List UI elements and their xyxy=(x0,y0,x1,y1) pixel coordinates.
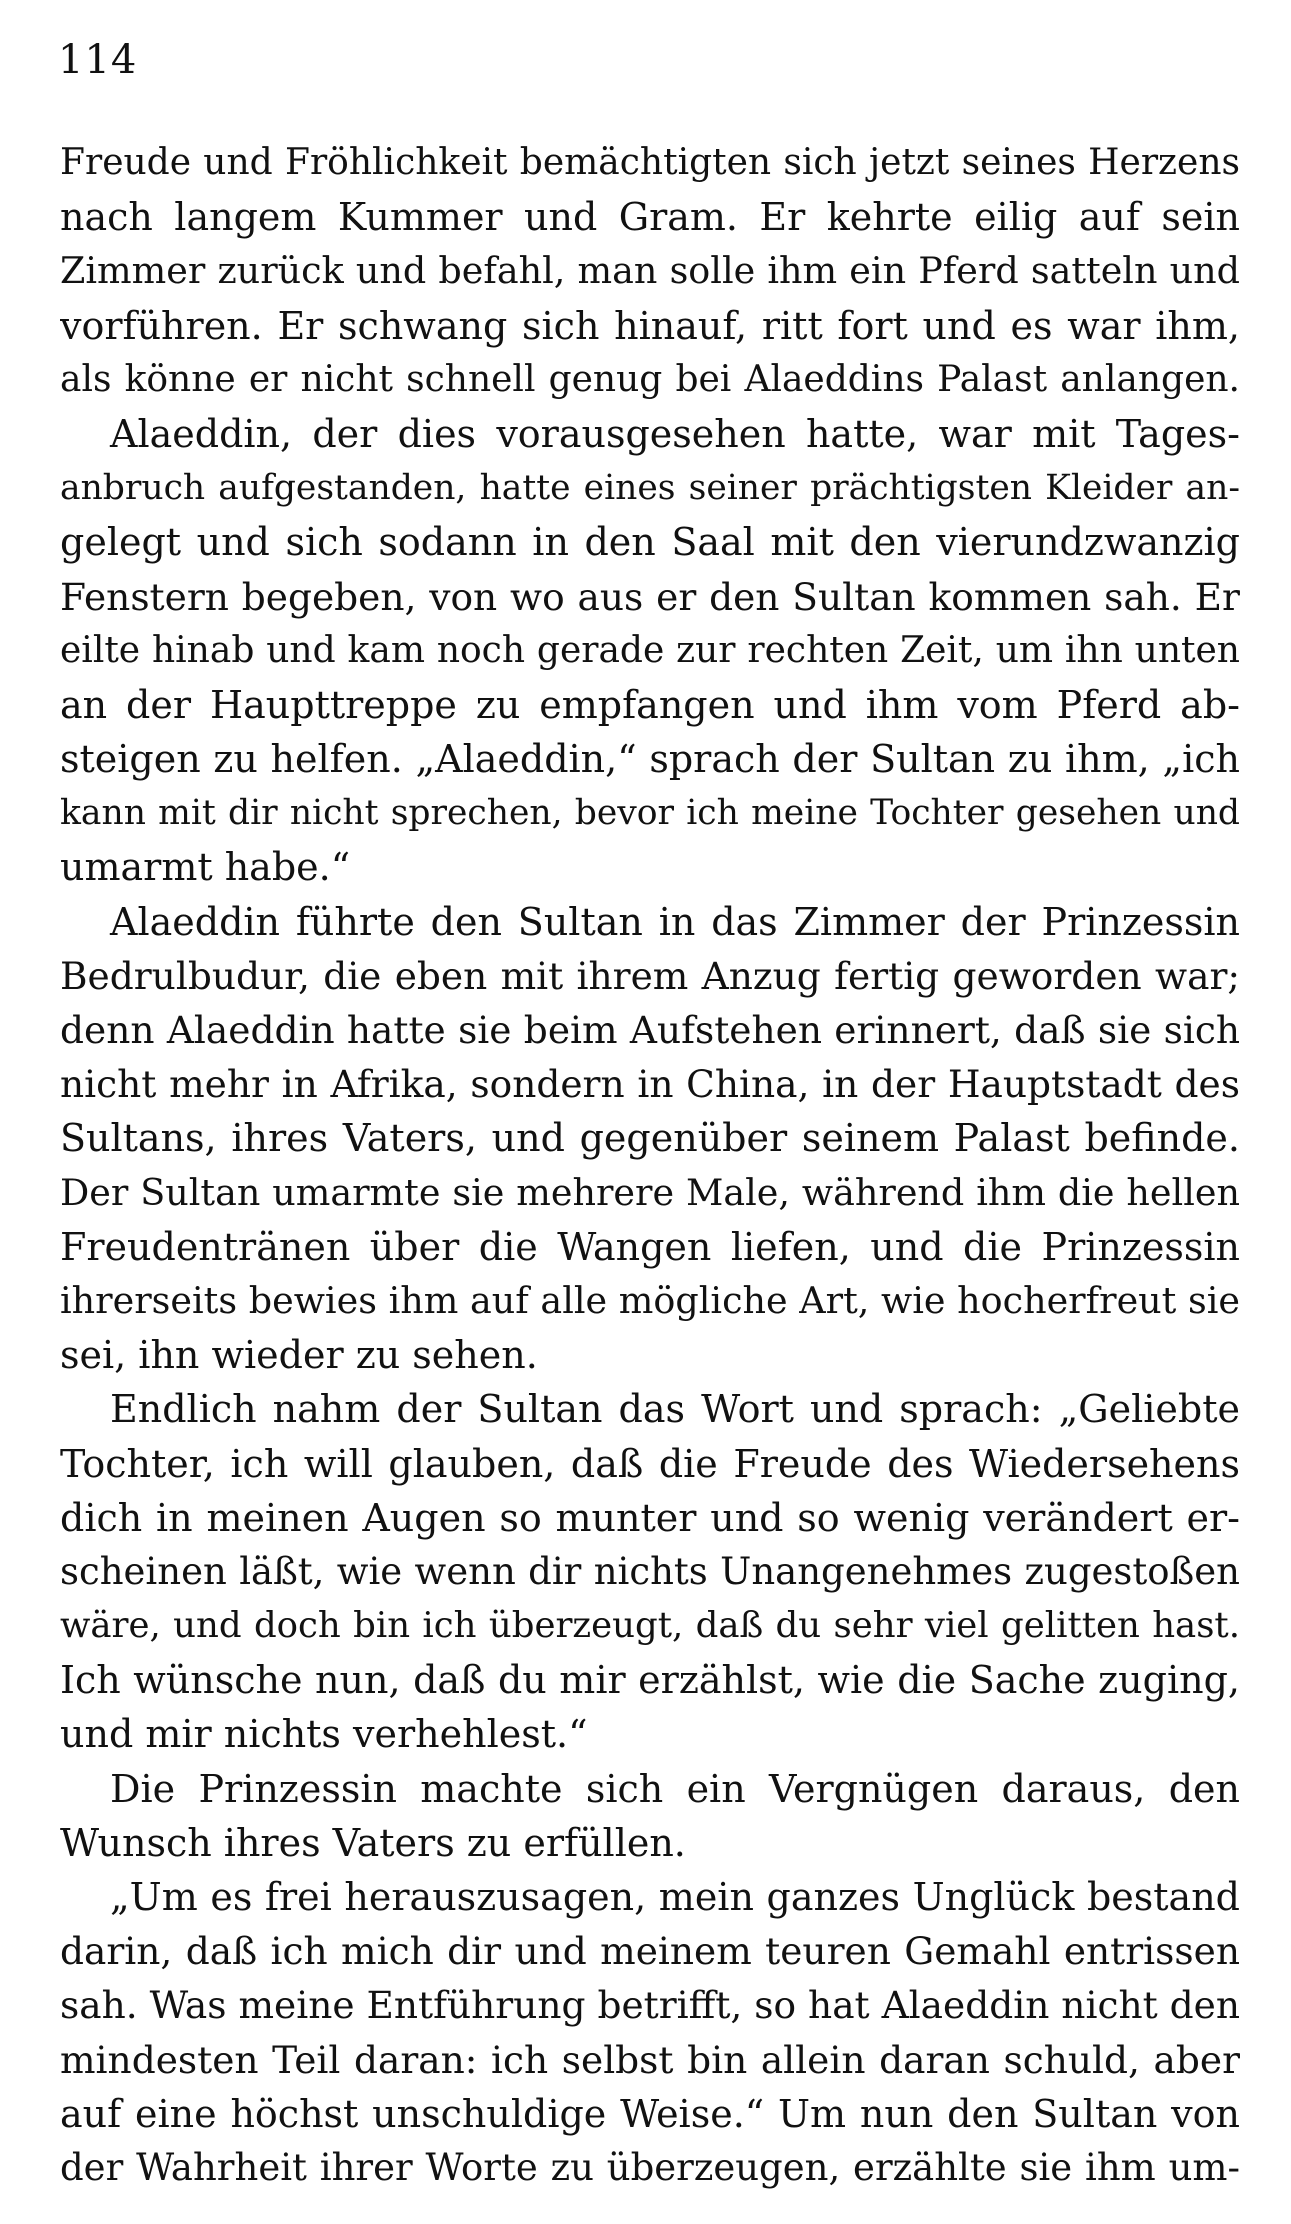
text-line: umarmt habe.“ xyxy=(60,845,351,890)
text-line: vorführen. Er schwang sich hinauf, ritt fort und es war ihm, xyxy=(60,303,1240,348)
text-line: Die Prinzessin machte sich ein Vergnügen daraus, den xyxy=(110,1766,1240,1811)
text-line: Freude und Fröhlichkeit bemächtigten sich jetzt seines Herzens xyxy=(60,142,1240,183)
text-line: Fenstern begeben, von wo aus er den Sultan kommen sah. Er xyxy=(60,574,1240,619)
text-line: ihrerseits bewies ihm auf alle mögliche Art, wie hocherfreut sie xyxy=(60,1278,1240,1322)
text-line: darin, daß ich mich dir und meinem teuren Gemahl entrissen xyxy=(60,1929,1240,1974)
text-line: als könne er nicht schnell genug bei Alaeddins Palast anlangen. xyxy=(60,358,1240,400)
text-line: scheinen läßt, wie wenn dir nichts Unangenehmes zugestoßen xyxy=(60,1549,1240,1593)
text-line: Endlich nahm der Sultan das Wort und sprach: „Geliebte xyxy=(110,1387,1240,1432)
text-line: mindesten Teil daran: ich selbst bin allein daran schuld, aber xyxy=(60,2037,1240,2082)
text-line: eilte hinab und kam noch gerade zur rechten Zeit, um ihn unten xyxy=(60,629,1240,671)
text-line: Freudentränen über die Wangen liefen, und die Prinzessin xyxy=(60,1224,1240,1269)
text-line: Sultans, ihres Vaters, und gegenüber seinem Palast befinde. xyxy=(60,1116,1240,1161)
text-line: steigen zu helfen. „Alaeddin,“ sprach der Sultan zu ihm, „ich xyxy=(60,737,1240,782)
text-line: kann mit dir nicht sprechen, bevor ich meine Tochter gesehen und xyxy=(60,793,1240,834)
text-line: an der Haupttreppe zu empfangen und ihm vom Pferd ab- xyxy=(60,682,1240,727)
text-line: und mir nichts verhehlest.“ xyxy=(60,1712,588,1757)
text-line: nicht mehr in Afrika, sondern in China, in der Hauptstadt des xyxy=(60,1062,1240,1107)
text-line: sah. Was meine Entführung betrifft, so hat Alaeddin nicht den xyxy=(60,1983,1240,2028)
text-line: Alaeddin, der dies vorausgesehen hatte, war mit Tages- xyxy=(110,411,1240,456)
text-line: Wunsch ihres Vaters zu erfüllen. xyxy=(60,1820,686,1865)
text-line: Alaeddin führte den Sultan in das Zimmer der Prinzessin xyxy=(110,899,1240,944)
text-line: sei, ihn wieder zu sehen. xyxy=(60,1333,538,1378)
text-line: nach langem Kummer und Gram. Er kehrte eilig auf sein xyxy=(60,195,1240,240)
text-line: anbruch aufgestanden, hatte eines seiner prächtigsten Kleider an- xyxy=(60,468,1240,509)
body-text xyxy=(60,136,1240,2195)
text-line: der Wahrheit ihrer Worte zu überzeugen, erzählte sie ihm um- xyxy=(60,2145,1240,2189)
text-line: denn Alaeddin hatte sie beim Aufstehen erinnert, daß sie sich xyxy=(60,1008,1240,1052)
text-line: gelegt und sich sodann in den Saal mit den vierundzwanzig xyxy=(60,520,1240,565)
text-line: dich in meinen Augen so munter und so wenig verändert er- xyxy=(60,1495,1240,1540)
text-line: Ich wünsche nun, daß du mir erzählst, wie die Sache zuging, xyxy=(60,1658,1240,1703)
text-line: Der Sultan umarmte sie mehrere Male, während ihm die hellen xyxy=(60,1170,1240,1214)
text-line: Tochter, ich will glauben, daß die Freude des Wiedersehens xyxy=(60,1441,1240,1486)
page-number: 114 xyxy=(58,37,138,83)
text-line: auf eine höchst unschuldige Weise.“ Um nun den Sultan von xyxy=(60,2091,1240,2136)
text-line: „Um es frei herauszusagen, mein ganzes Unglück bestand xyxy=(110,1875,1240,1919)
text-line: Zimmer zurück und befahl, man solle ihm ein Pferd satteln und xyxy=(60,249,1240,293)
text-line: Bedrulbudur, die eben mit ihrem Anzug fertig geworden war; xyxy=(60,953,1240,998)
text-line: wäre, und doch bin ich überzeugt, daß du sehr viel gelitten hast. xyxy=(60,1605,1240,1647)
